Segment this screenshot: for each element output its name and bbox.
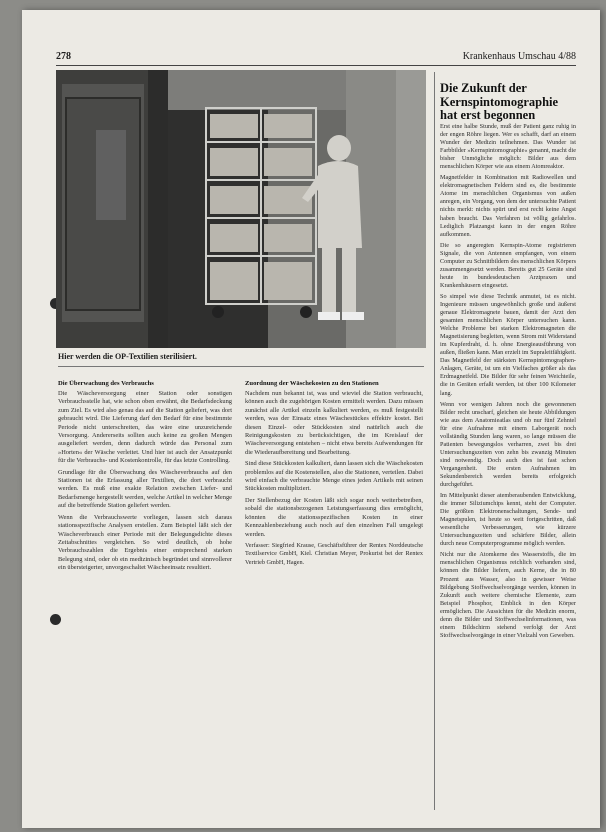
paragraph: Die Wäscheversorgung einer Station oder sonstigen Verbrauchsstelle hat, wie schon oben erwähnt, die Bedarfsdeckung zum Ziel. Es wird also genau das auf die Station geliefert, was dort gebraucht wird. Die Lieferung darf den Bedarf für eine bestimmte Periode nicht unterschreiten, das wäre eine unzureichende Versorgung. Andererseits sollten auch keine zu großen Mengen ausgeliefert werden, denn dadurch würde das Personal zum »Horten« der Wäsche verleitet. Und hier ist auch der Ansatzpunkt für die Verbrauchs- und Kostenkontrolle, für das letzte Controlling. — [58, 390, 232, 465]
paragraph: Magnetfelder in Kombination mit Radiowellen und elektromagnetischen Feldern sind es, die bestimmte Atome im menschlichen Organismus von außen anregen, ein Vorgang, von dem der untersuchte Patient nichts merkt: nichts spürt und erst recht keine Angst haben braucht. Das Verfahren ist völlig gefahrlos. Lediglich Platzangst kann in der engen Röhre aufkommen. — [440, 174, 576, 238]
photo-sterilization — [56, 70, 426, 348]
photo-caption: Hier werden die OP-Textilien sterilisiert. — [58, 352, 197, 361]
paragraph: Der Stellenbezug der Kosten läßt sich sogar noch weiterbetreiben, sobald die stationsbezogenen Leistungserfassung dies ermöglicht, könnten die stationsspezifischen Kosten in einer Kennzahlenbeziehung auch noch auf den einzelnen Fall umgelegt werden. — [245, 496, 423, 538]
section-heading: Zuordnung der Wäschekosten zu den Stationen — [245, 380, 379, 387]
paragraph: Erst eine halbe Stunde, muß der Patient ganz ruhig in der engen Röhre liegen. Wer es schafft, darf an einem Wunder der Medizin teilnehmen. Das Wunder ist Farbbilder »Kernspintomographie« genannt, macht die bisher Unmögliche möglich: Bilder aus dem menschlichen Körper wie aus einem Atomreaktor. — [440, 123, 576, 171]
sterilizer-photo-illustration — [56, 70, 426, 348]
paragraph: Nicht nur die Atomkerne des Wasserstoffs, die im menschlichen Organismus reichlich vorhanden sind, können die Bilder liefern, auch Kerne, die in 80 Prozent aus Wasser, also in gewisser Weise Bildgebung Stoffwechselvorgänge werden, können in Zukunft auch weitere chemische Elemente, zum Beispiel Phosphor, Einblick in den Körper ermöglichen. Die Aussichten für die Medizin enorm, denn die Bilder und Stoffwechselinformationen, was einem Bildschirm stehend verfolgt der Arzt Stoffwechselvorgänge in einer Vielzahl von Geweben. — [440, 551, 576, 639]
author-credit: Verfasser: Siegfried Krause, Geschäftsführer der Rentex Norddeutsche Textilservice GmbH, Kiel. Christian Meyer, Prokurist bei der Rentex Vertrieb GmbH, Hagen. — [245, 541, 423, 566]
paragraph: Nachdem nun bekannt ist, was und wieviel die Station verbraucht, können auch die zugehörigen Kosten ermittelt werden. Dazu müssen zunächst alle Artikel einzeln kalkuliert werden, es muß festgestellt werden, was der Einsatz eines Wäschestückes effektiv kostet. Bei diesen Einzel- oder Stückkosten sind natürlich auch die Reinigungskosten zu berücksichtigen, die im Kreislauf der Wäscheversorgung entstehen – nicht etwa bereits Aufwendungen für die Wiederaufbereitung und Bearbeitung. — [245, 390, 423, 456]
paragraph: Sind diese Stückkosten kalkuliert, dann lassen sich die Wäschekosten problemlos auf die Kostenstellen, also die Stationen, verteilen. Dabei wird einfach die verbrauchte Menge eines jeden Artikels mit seinen Stückkosten multipliziert. — [245, 460, 423, 493]
paragraph: Im Mittelpunkt dieser atemberaubenden Entwicklung, die immer Siliziumchips kennt, steht der Computer. Die größten Elektronenschaltungen, Sende- und Magnetspulen, ist heute so weit fortgeschritten, daß wesentliche Verbesserungen, wie kürzere Untersuchungszeiten und schärfere Bilder, allein durch neue Computerprogramme möglich werden. — [440, 492, 576, 548]
paragraph: Die so angeregten Kernspin-Atome registrieren Signale, die von Antennen empfangen, von einem Computer zu Schnittbildern des menschlichen Körpers zusammengesetzt werden. Bereits gut 25 Geräte sind heute in bundesdeutschen Arztpraxen und Krankenhäusern eingesetzt. — [440, 241, 576, 289]
column-divider — [434, 72, 435, 810]
article-column-3 — [440, 123, 576, 811]
section-heading: Die Überwachung des Verbrauchs — [58, 380, 154, 387]
page-number: 278 — [56, 51, 71, 62]
publication-source: Krankenhaus Umschau 4/88 — [462, 51, 576, 62]
paragraph: Wenn die Verbrauchswerte vorliegen, lassen sich daraus stationsspezifische Analysen erstellen. Zum Beispiel läßt sich der Wäscheverbrauch einer Periode mit der Belegungsdichte dieses Zeitabschnittes vergleichen. So wird deutlich, ob hohe Verbrauchszahlen die Ergebnis einer entsprechend starken Belegung sind, oder ob ein medizinisch begründet und sinnvollerer ein übersteigerter, unvorgeschaltet Wäscheeinsatz resultiert. — [58, 513, 232, 572]
paragraph: Grundlage für die Überwachung des Wäscheverbrauchs auf den Stationen ist die Erfassung aller Textilien, die dort verbraucht werden. Es muß eine exakte Relation zwischen Liefer- und Bedarfsmenge hergestellt werden, welche Artikel in welcher Menge auf die betreffende Station geliefert werden. — [58, 468, 232, 510]
paragraph: Wenn vor wenigen Jahren noch die gewonnenen Bilder recht unscharf, gleichen sie heute Abbildungen wie aus dem Anatomieatlas und ob nur fünf Zehntel für eine Aufnahme mit einem Laborgerät noch vollständig Stunden lang waren, so lange müssen die Patienten bewegungslos verharren, zwei bis drei Untersuchungszeiten von zehn bis zwanzig Minuten sind notwendig. Doch auch dies ist fast schon Vergangenheit. Die ersten Aufnahmen im Sekundenbereich werden bereits erfolgreich durchgeführt. — [440, 400, 576, 489]
article-column-2 — [245, 380, 423, 680]
article-headline: Die Zukunft der Kernspintomographie hat erst begonnen — [440, 81, 559, 122]
paragraph: So simpel wie diese Technik anmutet, ist es nicht. Ingenieure müssen ungewöhnlich große und äußerst genaue Elektromagnete bauen, damit der Arzt den gesamten menschlichen Körper untersuchen kann. Welche Probleme bei starken Elektromagneten die Magnetisierung begleiten, wenn Strom mit Widerstand im Kupferdraht, d. h. ohne Energieausführung von außen, fließen kann. Man erzielt im Supraleitfähigkeit. Das Magnetfeld der stärksten Kernspintomographen-Anlagen, Geräte, ist um ein Vielfaches größer als das Erdmagnetfeld. Die Bilder für sehr feinen Weichteile, die in Geräten erfaßt werden, ist über 100 Kilometer lang. — [440, 292, 576, 397]
page-header — [56, 51, 576, 66]
article-column-1 — [58, 380, 232, 650]
caption-divider — [58, 366, 424, 367]
